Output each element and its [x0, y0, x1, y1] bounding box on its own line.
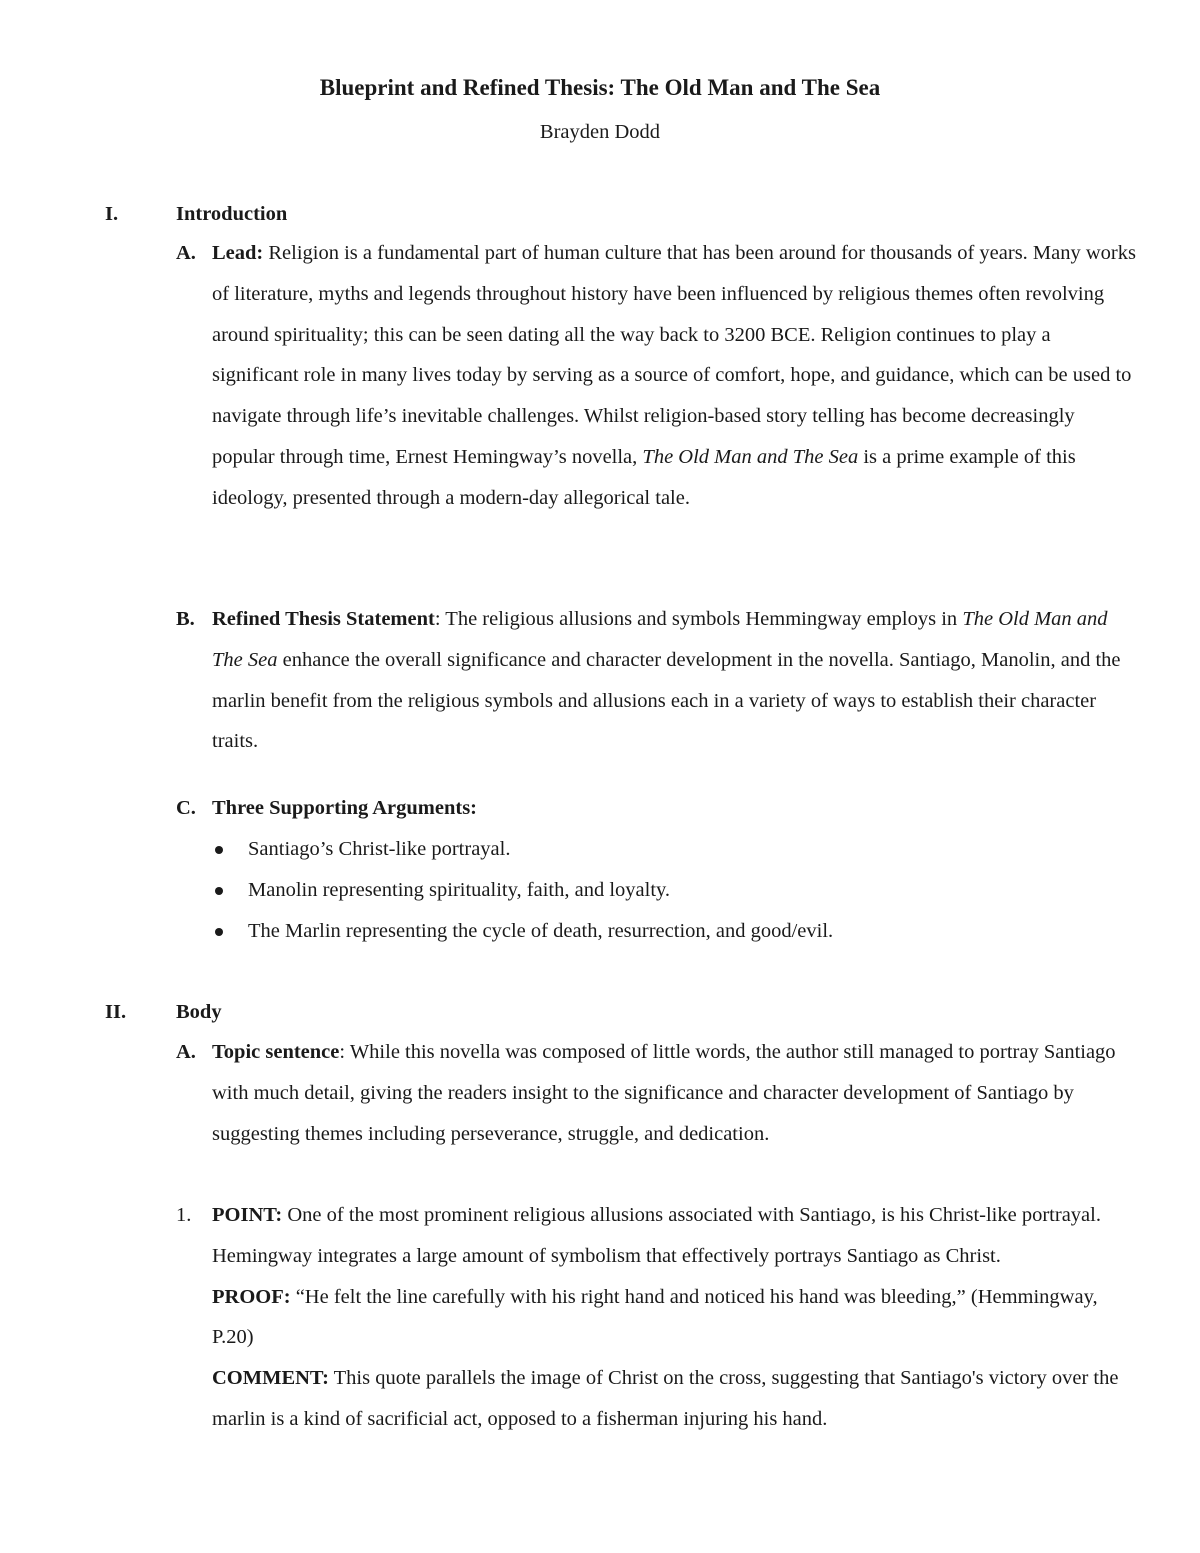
intro-thesis-item — [176, 599, 1136, 762]
bullet-icon — [215, 887, 223, 895]
intro-lead-text-2: is a prime example of this ideology, presented through a modern-day allegorical tale. — [212, 445, 1076, 509]
point-paragraph — [212, 1195, 1136, 1277]
body-point-marker: 1. — [176, 1204, 192, 1226]
body-point-item — [176, 1195, 1136, 1440]
intro-thesis-book-title: The Old Man and The Sea — [212, 608, 1108, 671]
section-2-numeral: II. — [105, 1001, 127, 1023]
body-topic-item — [176, 1032, 1136, 1154]
list-item — [212, 870, 1112, 911]
document-author: Brayden Dodd — [539, 121, 661, 143]
body-topic-label: Topic sentence — [212, 1041, 340, 1063]
document-title: Blueprint and Refined Thesis: The Old Man and The Sea — [319, 75, 881, 100]
proof-text: “He felt the line carefully with his right hand and noticed his hand was bleeding,” (Hemmingway, P.20) — [212, 1285, 1098, 1349]
intro-lead-item — [176, 233, 1136, 519]
point-label: POINT: — [212, 1204, 283, 1226]
point-text: One of the most prominent religious allusions associated with Santiago, is his Christ-like portrayal. Hemingway integrates a large amount of symbolism that effectively portrays Santiago as Christ. — [212, 1204, 1101, 1267]
body-point-content — [212, 1195, 1136, 1440]
supporting-arguments-list — [212, 829, 1112, 951]
comment-text: This quote parallels the image of Christ on the cross, suggesting that Santiago's victory over the marlin is a kind of sacrificial act, opposed to a fisherman injuring his hand. — [212, 1367, 1119, 1430]
intro-lead-label: Lead: — [212, 242, 264, 264]
intro-arguments-heading — [212, 788, 1136, 829]
intro-lead-book-title: The Old Man and The Sea — [642, 445, 859, 468]
comment-paragraph — [212, 1358, 1136, 1440]
proof-label: PROOF: — [212, 1285, 291, 1308]
argument-text: Manolin representing spirituality, faith, and loyalty. — [248, 878, 671, 901]
intro-arguments-label: Three Supporting Arguments: — [212, 797, 478, 819]
intro-arguments-marker: C. — [176, 797, 196, 819]
intro-lead-marker: A. — [176, 242, 196, 264]
list-item — [212, 911, 1112, 952]
intro-thesis-marker: B. — [176, 608, 195, 630]
section-1-numeral: I. — [105, 203, 119, 225]
comment-label: COMMENT: — [212, 1367, 329, 1390]
intro-lead-paragraph — [212, 233, 1136, 519]
intro-arguments-item — [176, 788, 1136, 829]
intro-lead-text-1: Religion is a fundamental part of human culture that has been around for thousands of years. Many works of literature, myths and legends throughout history have been influenced by religious themes often revolving around spirituality; this can be seen dating all the way back to 3200 BCE. Religion continues to play a significant role in many lives today by serving as a source of comfort, hope, and guidance, which can be used to navigate through life’s inevitable challenges. Whilst religion-based story telling has become decreasingly popular through time, Ernest Hemingway’s novella, — [212, 242, 1136, 468]
body-topic-paragraph — [212, 1032, 1136, 1154]
list-item — [212, 829, 1112, 870]
intro-thesis-paragraph — [212, 599, 1136, 762]
proof-paragraph — [212, 1277, 1136, 1359]
intro-thesis-text-1: : The religious allusions and symbols Hemmingway employs in — [434, 608, 963, 630]
section-2-title: Body — [176, 1001, 222, 1023]
intro-thesis-label: Refined Thesis Statement — [212, 608, 435, 630]
bullet-icon — [215, 928, 223, 936]
argument-text: The Marlin representing the cycle of death, resurrection, and good/evil. — [248, 919, 834, 942]
body-topic-text: : While this novella was composed of little words, the author still managed to portray Santiago with much detail, giving the readers insight to the significance and character development of Santiago by suggesting themes including perseverance, struggle, and dedication. — [212, 1041, 1116, 1145]
body-topic-marker: A. — [176, 1041, 196, 1063]
bullet-icon — [215, 846, 223, 854]
intro-thesis-text-2: enhance the overall significance and character development in the novella. Santiago, Manolin, and the marlin benefit from the religious symbols and allusions each in a variety of ways to establish their character traits. — [212, 648, 1121, 753]
argument-text: Santiago’s Christ-like portrayal. — [248, 838, 511, 860]
section-1-title: Introduction — [176, 203, 288, 225]
